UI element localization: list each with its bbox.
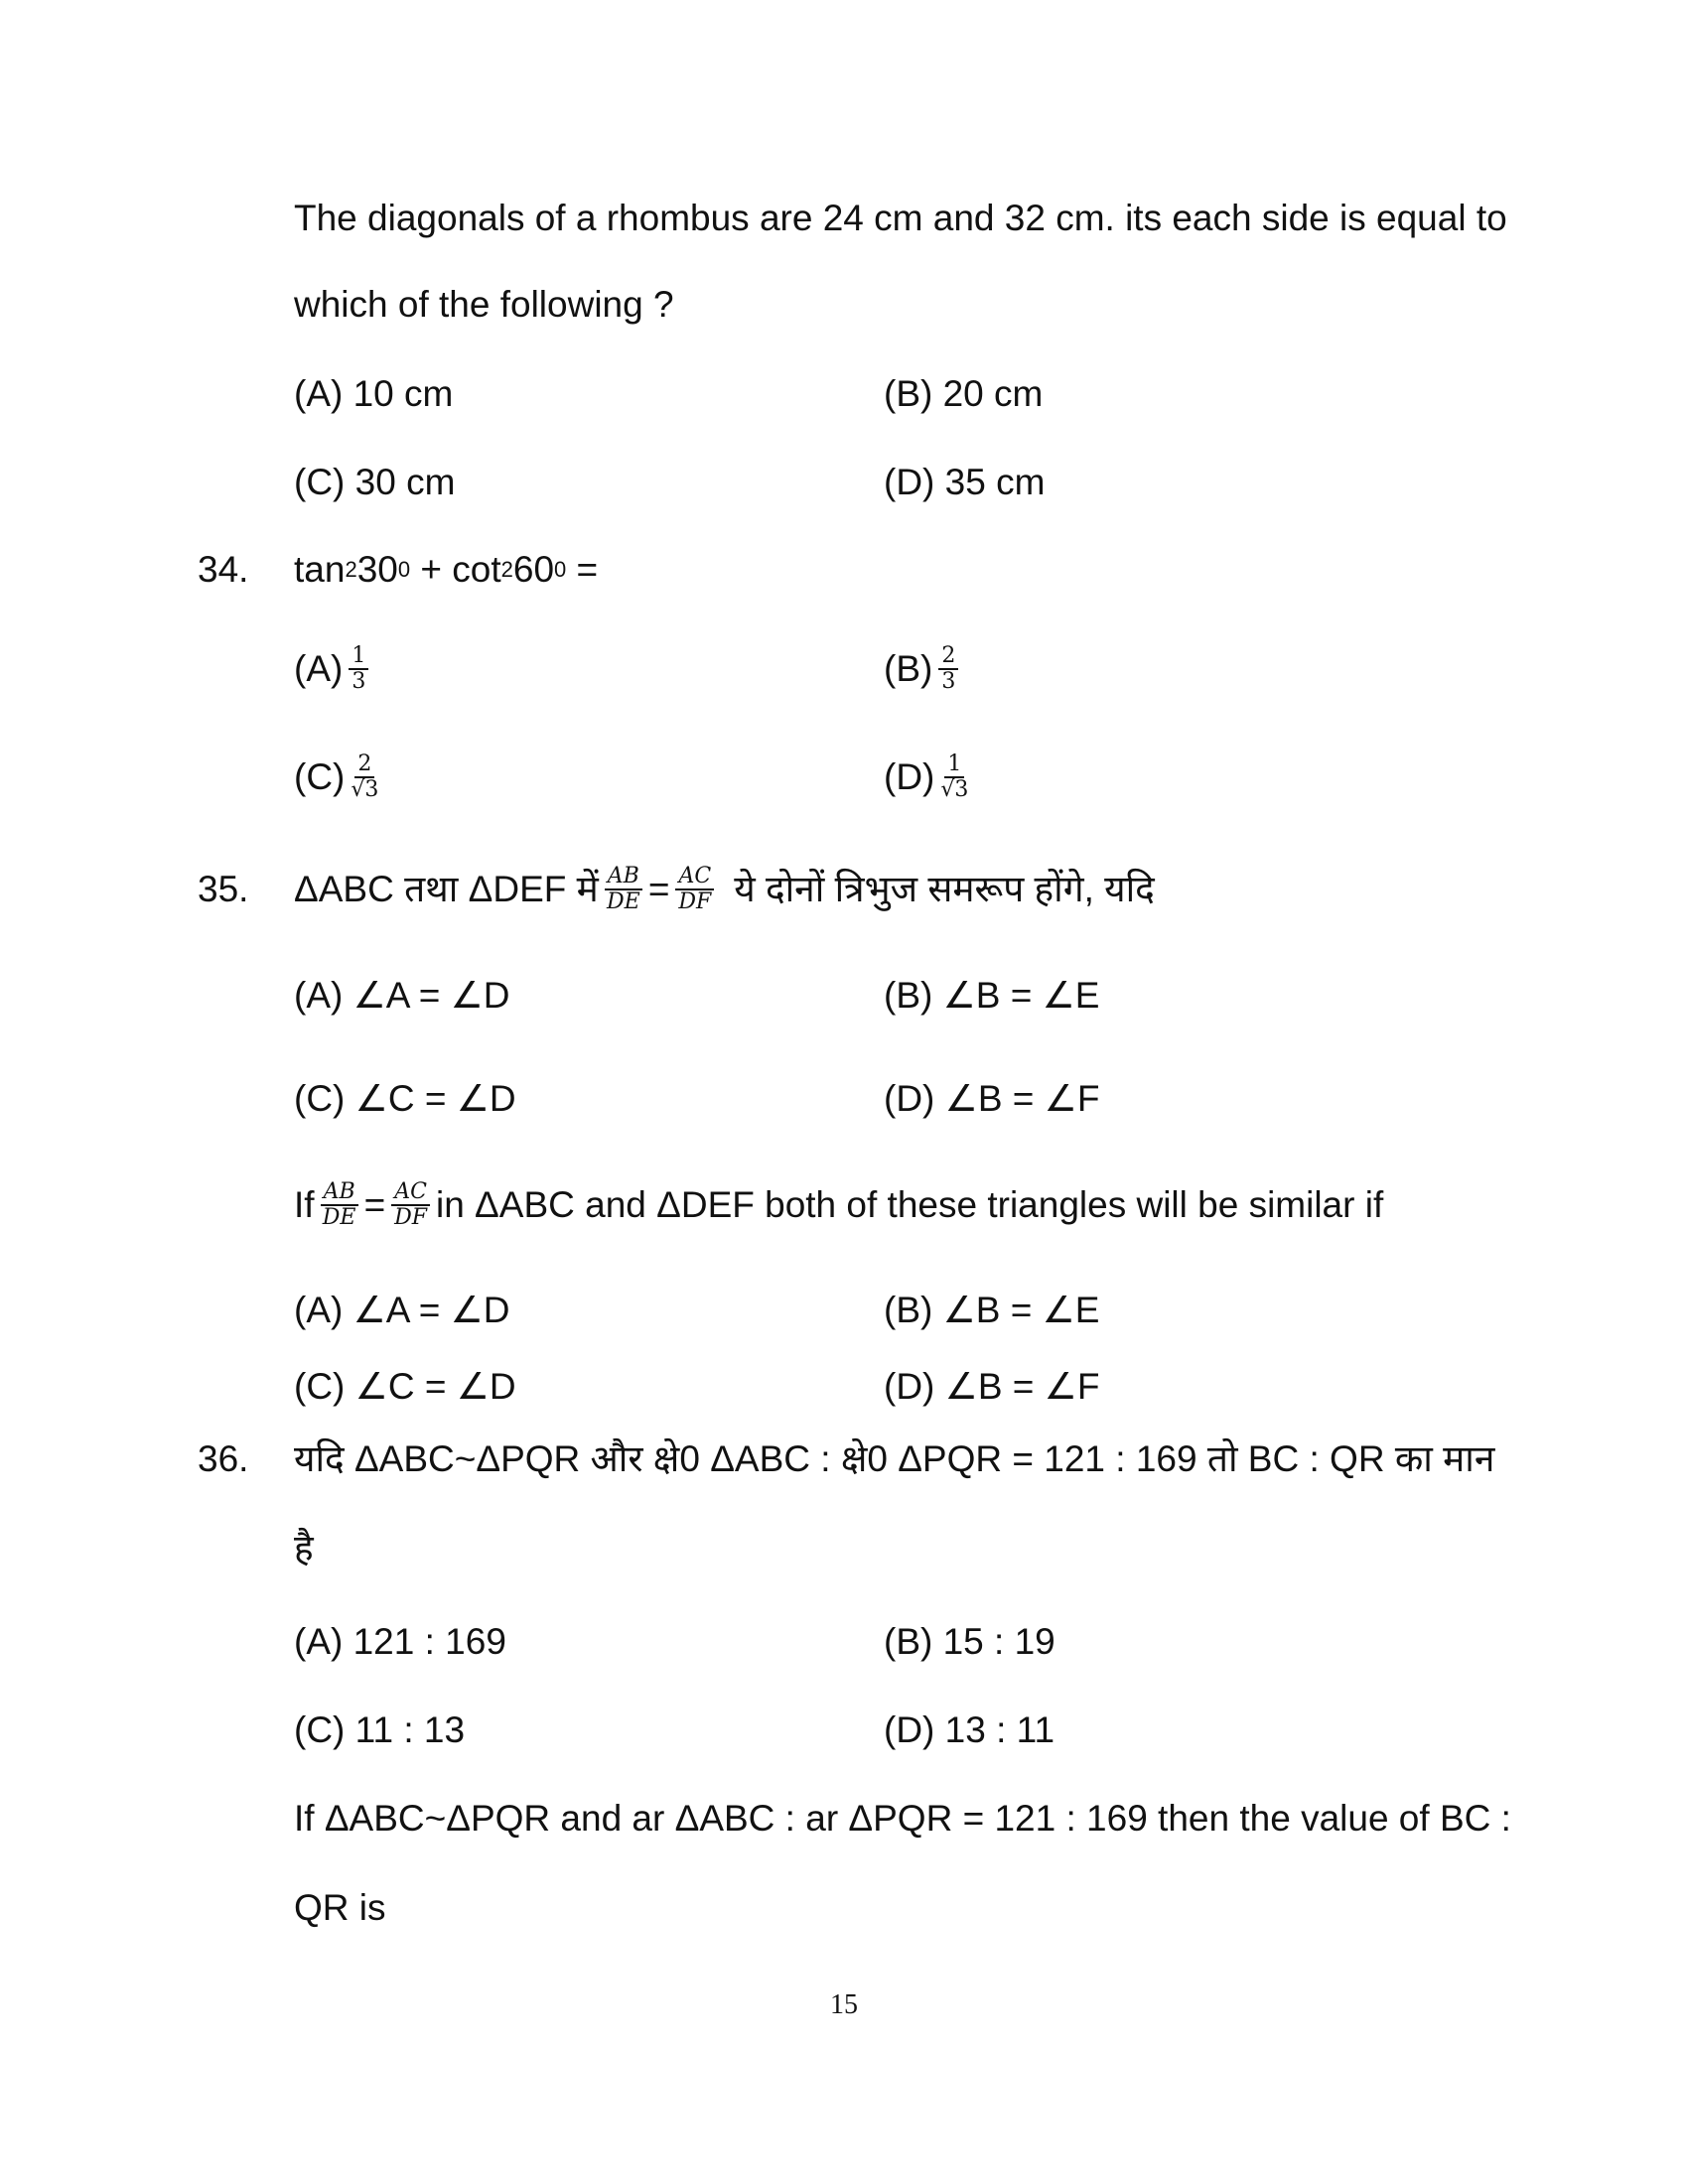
q34-option-a: (A) $\frac{1}{3}$ bbox=[294, 647, 374, 691]
q35-en-option-d: (D) ∠B = ∠F bbox=[884, 1366, 1100, 1407]
q33-text-line2: which of the following ? bbox=[294, 284, 674, 325]
q36-question-english-line2: QR is bbox=[294, 1887, 386, 1928]
q36-question-hindi-line1: यदि ΔABC~ΔPQR और क्षे0 ΔABC : क्षे0 ΔPQR = 121 : 169 तो BC : QR का मान bbox=[294, 1438, 1495, 1479]
q34-question: tan 2 30 0 + cot 2 60 0 = bbox=[294, 549, 599, 590]
q35-question-english: If $\frac{AB}{DE}$ = $\frac{AC}{DF}$ in ΔABC and ΔDEF both of these triangles will be similar if bbox=[294, 1179, 1384, 1230]
q36-number: 36. bbox=[198, 1438, 249, 1479]
q36-option-c: (C) 11 : 13 bbox=[294, 1709, 466, 1750]
q34-option-c: (C) $\frac{2}{√3}$ bbox=[294, 751, 379, 802]
q35-en-option-c: (C) ∠C = ∠D bbox=[294, 1366, 516, 1407]
q36-option-b: (B) 15 : 19 bbox=[884, 1621, 1055, 1662]
q33-option-b: (B) 20 cm bbox=[884, 373, 1044, 414]
q35-en-option-a: (A) ∠A = ∠D bbox=[294, 1290, 510, 1330]
q35-en-option-b: (B) ∠B = ∠E bbox=[884, 1290, 1100, 1330]
q34-option-d: (D) $\frac{1}{√3}$ bbox=[884, 751, 969, 802]
q33-option-a: (A) 10 cm bbox=[294, 373, 454, 414]
q36-question-hindi-line2: है bbox=[294, 1528, 314, 1569]
q36-option-d: (D) 13 : 11 bbox=[884, 1709, 1055, 1750]
q34-number: 34. bbox=[198, 549, 249, 590]
q35-option-d: (D) ∠B = ∠F bbox=[884, 1078, 1100, 1119]
q33-text-line1: The diagonals of a rhombus are 24 cm and 32 cm. its each side is equal to bbox=[294, 198, 1507, 238]
q35-question-hindi: ΔABC तथा ΔDEF में $\frac{AB}{DE}$ = $\frac{AC}{DF}$ ये दोनों त्रिभुज समरूप होंगे, यदि bbox=[294, 864, 1155, 914]
page-number: 15 bbox=[830, 1989, 858, 2020]
q35-option-b: (B) ∠B = ∠E bbox=[884, 975, 1100, 1016]
q35-option-c: (C) ∠C = ∠D bbox=[294, 1078, 516, 1119]
q36-question-english-line1: If ΔABC~ΔPQR and ar ΔABC : ar ΔPQR = 121 : 169 then the value of BC : bbox=[294, 1798, 1511, 1839]
q33-option-d: (D) 35 cm bbox=[884, 462, 1046, 502]
q35-number: 35. bbox=[198, 869, 249, 909]
q35-option-a: (A) ∠A = ∠D bbox=[294, 975, 510, 1016]
q33-option-c: (C) 30 cm bbox=[294, 462, 456, 502]
q36-option-a: (A) 121 : 169 bbox=[294, 1621, 506, 1662]
q34-option-b: (B) $\frac{2}{3}$ bbox=[884, 647, 964, 691]
